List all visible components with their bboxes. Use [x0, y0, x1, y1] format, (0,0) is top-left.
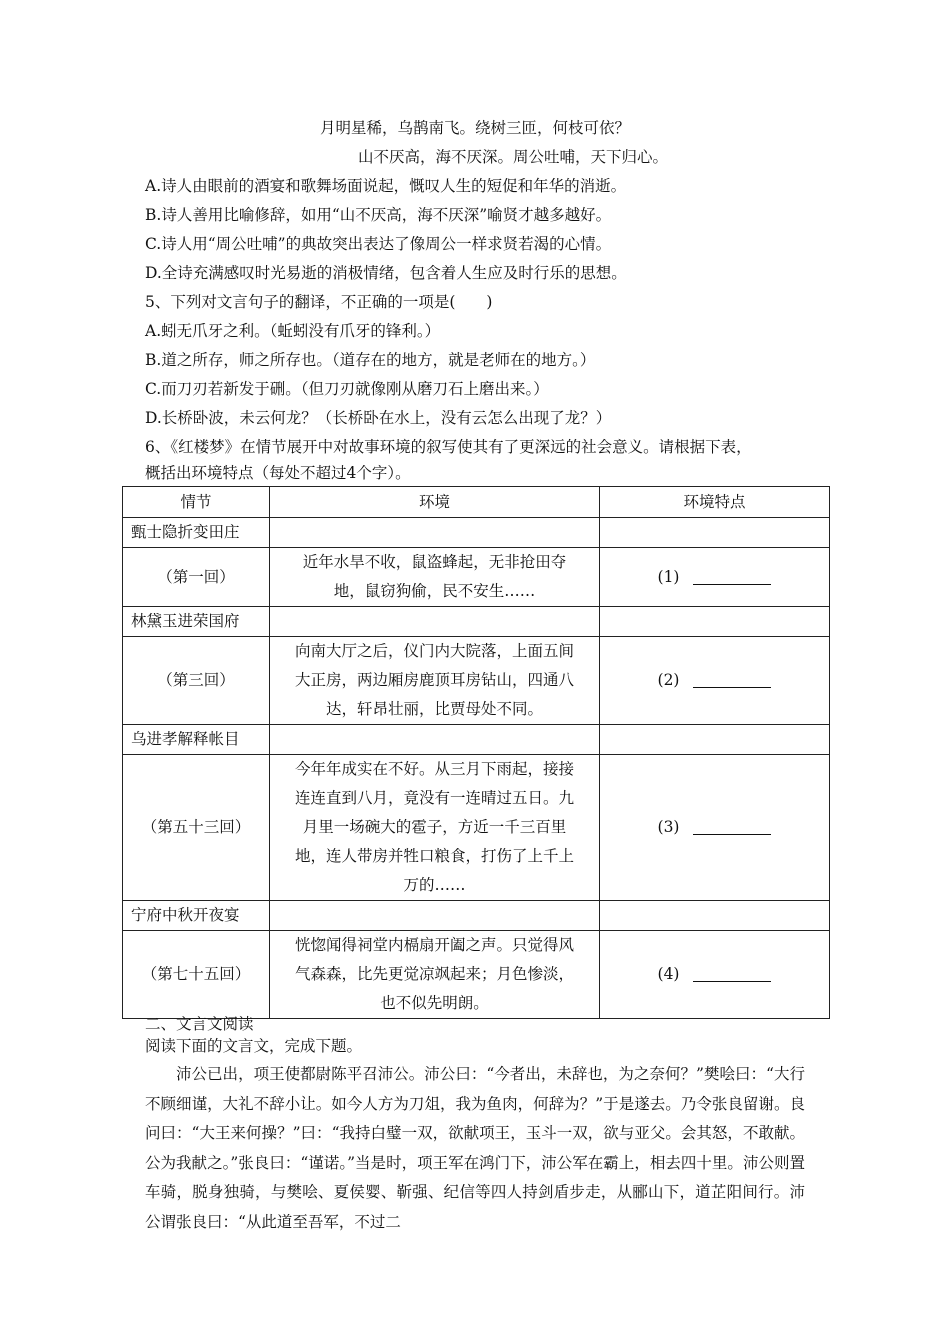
table-row — [123, 548, 830, 607]
answer-blank[interactable] — [693, 965, 771, 982]
environment-line: 恍惚闻得祠堂内槅扇开阖之声。只觉得风 — [294, 936, 574, 954]
environment-line: 连连直到八月，竟没有一连晴过五日。九 — [294, 789, 574, 807]
blank-label: (4) — [657, 965, 680, 983]
blank-label: (2) — [657, 671, 680, 689]
table-row — [123, 518, 830, 548]
environment-text — [270, 637, 600, 725]
table-row — [123, 901, 830, 931]
section-2-heading: 二、文言文阅读 — [145, 1015, 254, 1033]
chapter-label: （第三回） — [123, 637, 270, 725]
environment-line: 万的…… — [403, 876, 466, 894]
empty-cell — [270, 518, 600, 548]
empty-cell — [270, 901, 600, 931]
section-2-instruction: 阅读下面的文言文，完成下题。 — [145, 1037, 363, 1055]
q5-option-b: B.道之所存，师之所存也。（道存在的地方，就是老师在的地方。） — [145, 351, 596, 369]
environment-line: 地，鼠窃狗偷，民不安生…… — [333, 582, 536, 600]
answer-blank[interactable] — [693, 568, 771, 585]
classical-passage: 沛公已出，项王使都尉陈平召沛公。沛公曰：“今者出，未辞也，为之奈何？”樊哙曰：“大行不顾细谨，大礼不辞小让。如今人方为刀俎，我为鱼肉，何辞为？”于是遂去。乃令张良留谢。良问曰：“大王来何操？”曰：“我持白璧一双，欲献项王，玉斗一双，欲与亚父。会其怒，不敢献。公为我献之。”张良曰：“谨诺。”当是时，项王军在鸿门下，沛公军在霸上，相去四十里。沛公则置车骑，脱身独骑，与樊哙、夏侯婴、靳强、纪信等四人持剑盾步走，从郦山下，道芷阳间行。沛公谓张良曰：“从此道至吾军，不过二 — [145, 1065, 805, 1231]
empty-cell — [600, 607, 830, 637]
environment-table — [122, 486, 830, 1019]
environment-line: 大正房，两边厢房鹿顶耳房钻山，四通八 — [294, 671, 574, 689]
blank-label: (1) — [657, 567, 680, 586]
plot-title: 甄士隐折变田庄 — [123, 518, 270, 548]
empty-cell — [270, 607, 600, 637]
q5-option-d: D.长桥卧波，未云何龙？（长桥卧在水上，没有云怎么出现了龙？） — [145, 409, 612, 427]
feature-answer — [600, 931, 830, 1019]
environment-line: 达，轩昂壮丽，比贾母处不同。 — [325, 700, 543, 718]
plot-title: 宁府中秋开夜宴 — [123, 901, 270, 931]
environment-text — [270, 548, 600, 607]
answer-blank[interactable] — [693, 671, 771, 688]
q5-option-c: C.而刀刃若新发于硎。（但刀刃就像刚从磨刀石上磨出来。） — [145, 380, 549, 398]
chapter-label: （第一回） — [123, 548, 270, 607]
q6-stem-line-2: 概括出环境特点（每处不超过4个字）。 — [145, 464, 411, 482]
blank-label: (3) — [657, 818, 680, 836]
feature-answer — [600, 548, 830, 607]
empty-cell — [270, 725, 600, 755]
environment-text — [270, 755, 600, 901]
poem-line-1: 月明星稀，乌鹊南飞。绕树三匝，何枝可依？ — [319, 119, 630, 137]
environment-line: 地，连人带房并牲口粮食，打伤了上千上 — [294, 847, 574, 865]
plot-title: 乌进孝解释帐目 — [123, 725, 270, 755]
table-row — [123, 637, 830, 725]
header-environment: 环境 — [270, 487, 600, 518]
poem-line-2: 山不厌高，海不厌深。周公吐哺，天下归心。 — [357, 148, 668, 166]
q4-option-c: C.诗人用“周公吐哺”的典故突出表达了像周公一样求贤若渴的心情。 — [145, 235, 612, 253]
feature-answer — [600, 637, 830, 725]
environment-line: 月里一场碗大的雹子，方近一千三百里 — [302, 818, 567, 836]
table-row — [123, 725, 830, 755]
chapter-label: （第五十三回） — [123, 755, 270, 901]
answer-blank[interactable] — [693, 818, 771, 835]
q5-option-a: A.蚓无爪牙之利。（蚯蚓没有爪牙的锋利。） — [145, 322, 441, 340]
feature-answer — [600, 755, 830, 901]
header-plot: 情节 — [123, 487, 270, 518]
q4-option-a: A.诗人由眼前的酒宴和歌舞场面说起，慨叹人生的短促和年华的消逝。 — [145, 177, 627, 195]
q5-stem: 5、下列对文言句子的翻译，不正确的一项是( ) — [145, 293, 493, 311]
table-row — [123, 931, 830, 1019]
empty-cell — [600, 901, 830, 931]
q4-option-b: B.诗人善用比喻修辞，如用“山不厌高，海不厌深”喻贤才越多越好。 — [145, 206, 612, 224]
table-header-row — [123, 487, 830, 518]
environment-line: 今年年成实在不好。从三月下雨起，接接 — [294, 760, 574, 778]
q4-option-d: D.全诗充满感叹时光易逝的消极情绪，包含着人生应及时行乐的思想。 — [145, 264, 627, 282]
header-feature: 环境特点 — [600, 487, 830, 518]
empty-cell — [600, 725, 830, 755]
environment-line: 向南大厅之后，仪门内大院落，上面五间 — [294, 642, 574, 660]
environment-line: 近年水旱不收，鼠盗蜂起，无非抢田夺 — [302, 553, 567, 571]
environment-line: 气森森，比先更觉凉飒起来；月色惨淡， — [294, 965, 574, 983]
empty-cell — [600, 518, 830, 548]
table-row — [123, 607, 830, 637]
plot-title: 林黛玉进荣国府 — [123, 607, 270, 637]
table-row — [123, 755, 830, 901]
chapter-label: （第七十五回） — [123, 931, 270, 1019]
environment-line: 也不似先明朗。 — [380, 994, 489, 1012]
q6-stem-line-1: 6、《红楼梦》在情节展开中对故事环境的叙写使其有了更深远的社会意义。请根据下表， — [145, 438, 752, 456]
environment-text — [270, 931, 600, 1019]
